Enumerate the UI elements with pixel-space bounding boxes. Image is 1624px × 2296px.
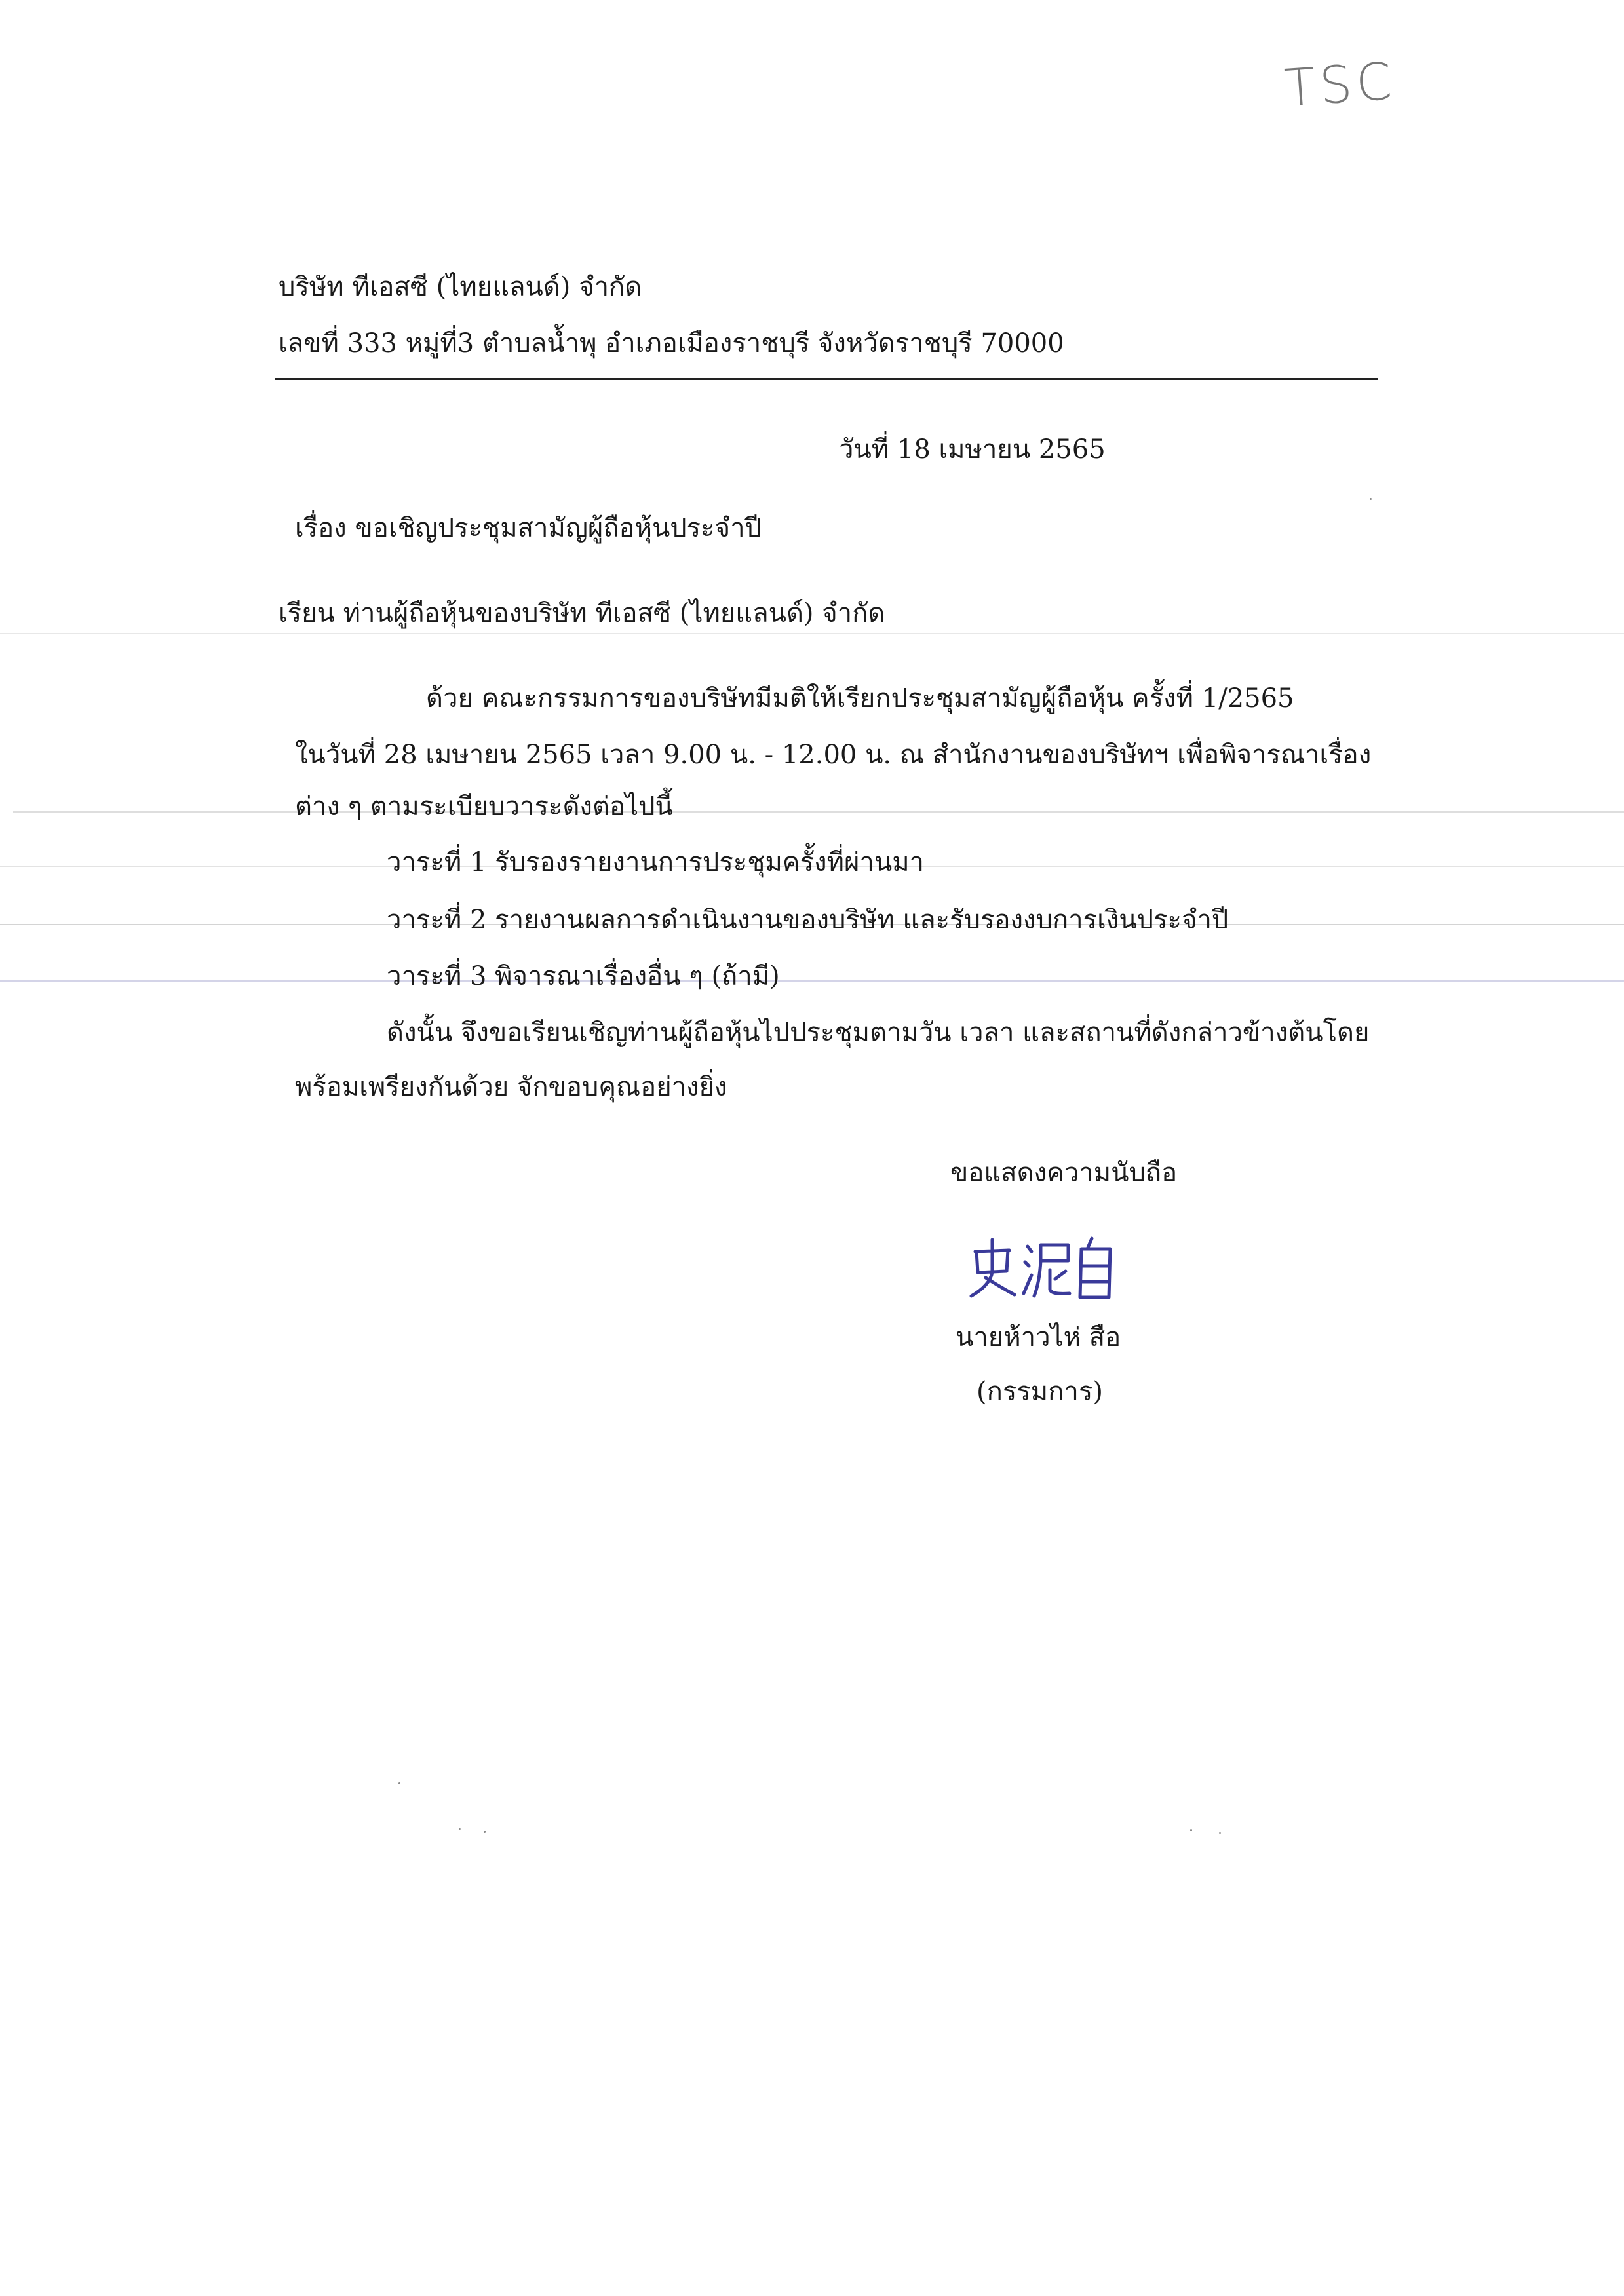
agenda-item-1: วาระที่ 1 รับรองรายงานการประชุมครั้งที่ผ่านมา xyxy=(387,847,925,877)
letter-subject: เรื่อง ขอเชิญประชุมสามัญผู้ถือหุ้นประจำปี xyxy=(295,513,762,543)
agenda-item-2: วาระที่ 2 รายงานผลการดำเนินงานของบริษัท และรับรองงบการเงินประจำปี xyxy=(387,905,1229,935)
letter-date: วันที่ 18 เมษายน 2565 xyxy=(839,434,1106,465)
body-line-1: ด้วย คณะกรรมการของบริษัทมีมติให้เรียกประชุมสามัญผู้ถือหุ้น ครั้งที่ 1/2565 xyxy=(426,683,1294,714)
scan-line xyxy=(13,811,1624,813)
body-line-2: ในวันที่ 28 เมษายน 2565 เวลา 9.00 น. - 12.00 น. ณ สำนักงานของบริษัทฯ เพื่อพิจารณาเรื่อง xyxy=(295,740,1372,770)
signer-title: (กรรมการ) xyxy=(976,1377,1103,1407)
body-line-3: ต่าง ๆ ตามระเบียบวาระดังต่อไปนี้ xyxy=(295,792,673,822)
scan-speck xyxy=(1219,1832,1221,1834)
scan-speck xyxy=(1190,1829,1192,1831)
signer-name: นายห้าวไห่ สือ xyxy=(956,1322,1121,1352)
scan-speck xyxy=(459,1828,461,1830)
closing-line-1: ดังนั้น จึงขอเรียนเชิญท่านผู้ถือหุ้นไปประชุมตามวัน เวลา และสถานที่ดังกล่าวข้างต้นโดย xyxy=(387,1018,1370,1048)
agenda-item-3: วาระที่ 3 พิจารณาเรื่องอื่น ๆ (ถ้ามี) xyxy=(387,961,780,991)
header-divider xyxy=(275,378,1378,380)
letter-salutation: เรียน ท่านผู้ถือหุ้นของบริษัท ทีเอสซี (ไทยแลนด์) จำกัด xyxy=(279,598,885,628)
handwritten-annotation: TSC xyxy=(1283,52,1398,119)
scan-line xyxy=(0,633,1624,634)
scan-speck xyxy=(398,1782,400,1784)
closing-line-2: พร้อมเพรียงกันด้วย จักขอบคุณอย่างยิ่ง xyxy=(295,1072,727,1102)
signature-image xyxy=(963,1232,1134,1304)
company-name: บริษัท ทีเอสซี (ไทยแลนด์) จำกัด xyxy=(279,272,642,302)
scan-line xyxy=(0,980,1624,982)
scan-speck xyxy=(484,1831,486,1833)
scan-speck xyxy=(1370,498,1372,500)
regards: ขอแสดงความนับถือ xyxy=(950,1158,1178,1188)
company-address: เลขที่ 333 หมู่ที่3 ตำบลน้ำพุ อำเภอเมืองราชบุรี จังหวัดราชบุรี 70000 xyxy=(279,328,1064,358)
